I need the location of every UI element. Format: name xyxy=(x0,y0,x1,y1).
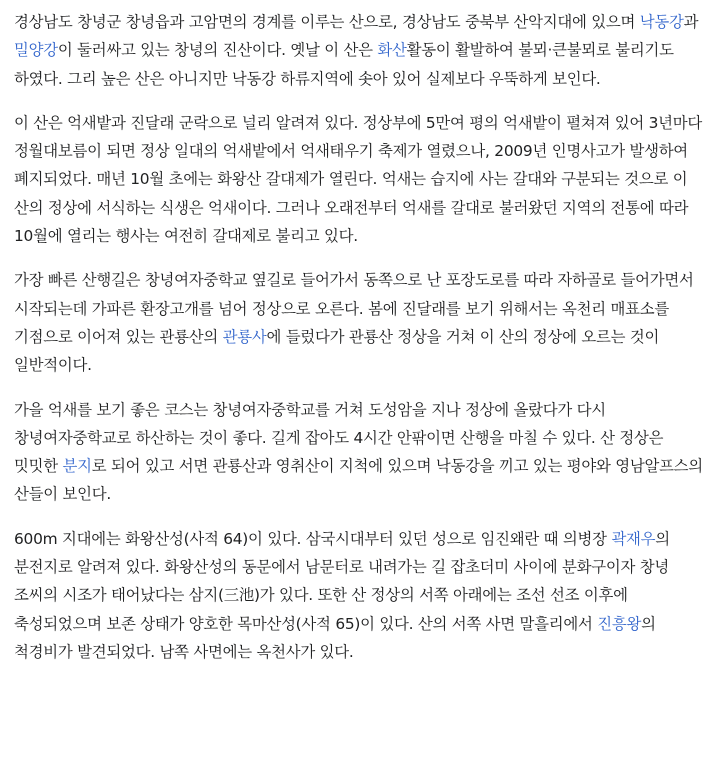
link-jinheung-wang[interactable]: 진흥왕 xyxy=(597,614,642,633)
text: 경상남도 창녕군 창녕읍과 고암면의 경계를 이루는 산으로, 경상남도 중북부 산악지대에 있으며 xyxy=(14,13,640,31)
text: 가을 억새를 보기 좋은 코스는 창녕여자중학교를 거쳐 도성암을 지나 정상에 올랐다가 다시 창녕여자중학교로 하산하는 것이 좋다. 길게 잡아도 4시간 안팎이면 산행을 마칠 수 있다. 산 정상은 밋밋한 xyxy=(14,400,664,476)
link-miryanggang[interactable]: 밀양강 xyxy=(14,41,58,60)
text: 600m 지대에는 화왕산성(사적 64)이 있다. 삼국시대부터 있던 성으로 임진왜란 때 의병장 xyxy=(14,529,612,548)
paragraph-hiking-trail xyxy=(14,266,707,379)
text: 이 둘러싸고 있는 창녕의 진산이다. 옛날 이 산은 xyxy=(57,41,378,60)
text: 이 산은 억새밭과 진달래 군락으로 널리 알려져 있다. 정상부에 5만여 평의 억새밭이 펼쳐져 있어 3년마다 정월대보름이 되면 정상 일대의 억새밭에서 억새태우기 축제가 열렸으나, 2009년 인명사고가 발생하여 폐지되었다. 매년 10월 초에는 화왕산 갈대제가 열린다. 억새는 습지에 사는 갈대와 구분되는 것으로 이 산의 정상에 서식하는 식생은 억새이다. 그러나 오래전부터 억새를 갈대로 불러왔던 지역의 전통에 따라 10월에 열리는 행사는 여전히 갈대제로 불리고 있다. xyxy=(14,113,703,246)
text: 활동이 활발하여 불뫼·큰불뫼로 불리기도 하였다. 그리 높은 산은 아니지만 낙동강 하류지역에 솟아 있어 실제보다 우뚝하게 보인다. xyxy=(14,41,674,88)
link-gwak-jaeu[interactable]: 곽재우 xyxy=(611,529,656,548)
text: 로 되어 있고 서면 관룡산과 영취산이 지척에 있으며 낙동강을 끼고 있는 평야와 영남알프스의 산들이 보인다. xyxy=(14,457,703,504)
text: 가장 빠른 산행길은 창녕여자중학교 옆길로 들어가서 동쪽으로 난 포장도로를 따라 자하골로 들어가면서 시작되는데 가파른 환장고개를 넘어 정상으로 오른다. 봄에 진달래를 보기 위해서는 옥천리 매표소를 기점으로 이어져 있는 관룡산의 xyxy=(14,271,694,346)
text: 의 척경비가 발견되었다. 남쪽 사면에는 옥천사가 있다. xyxy=(14,614,656,661)
paragraph-location xyxy=(14,8,707,93)
text: 에 들렀다가 관룡산 정상을 거쳐 이 산의 정상에 오르는 것이 일반적이다. xyxy=(14,327,660,375)
text: 과 xyxy=(683,13,699,31)
paragraph-fortress xyxy=(14,525,707,666)
paragraph-autumn-course xyxy=(14,396,707,509)
paragraph-silver-grass xyxy=(14,109,707,250)
link-gwanryongsa[interactable]: 관룡사 xyxy=(222,327,267,346)
text: 의 분전지로 알려져 있다. 화왕산성의 동문에서 남문터로 내려가는 길 잡초더미 사이에 분화구이자 창녕 조씨의 시조가 태어났다는 삼지(三池)가 있다. 또한 산 정상의 서쪽 아래에는 조선 선조 이후에 축성되었으며 보존 상태가 양호한 목마산성(사적 65)이 있다. 산의 서쪽 사면 말흘리에서 xyxy=(14,529,670,633)
link-nakdonggang[interactable]: 낙동강 xyxy=(639,13,684,31)
link-volcano[interactable]: 화산 xyxy=(377,41,407,60)
link-basin[interactable]: 분지 xyxy=(62,457,92,476)
